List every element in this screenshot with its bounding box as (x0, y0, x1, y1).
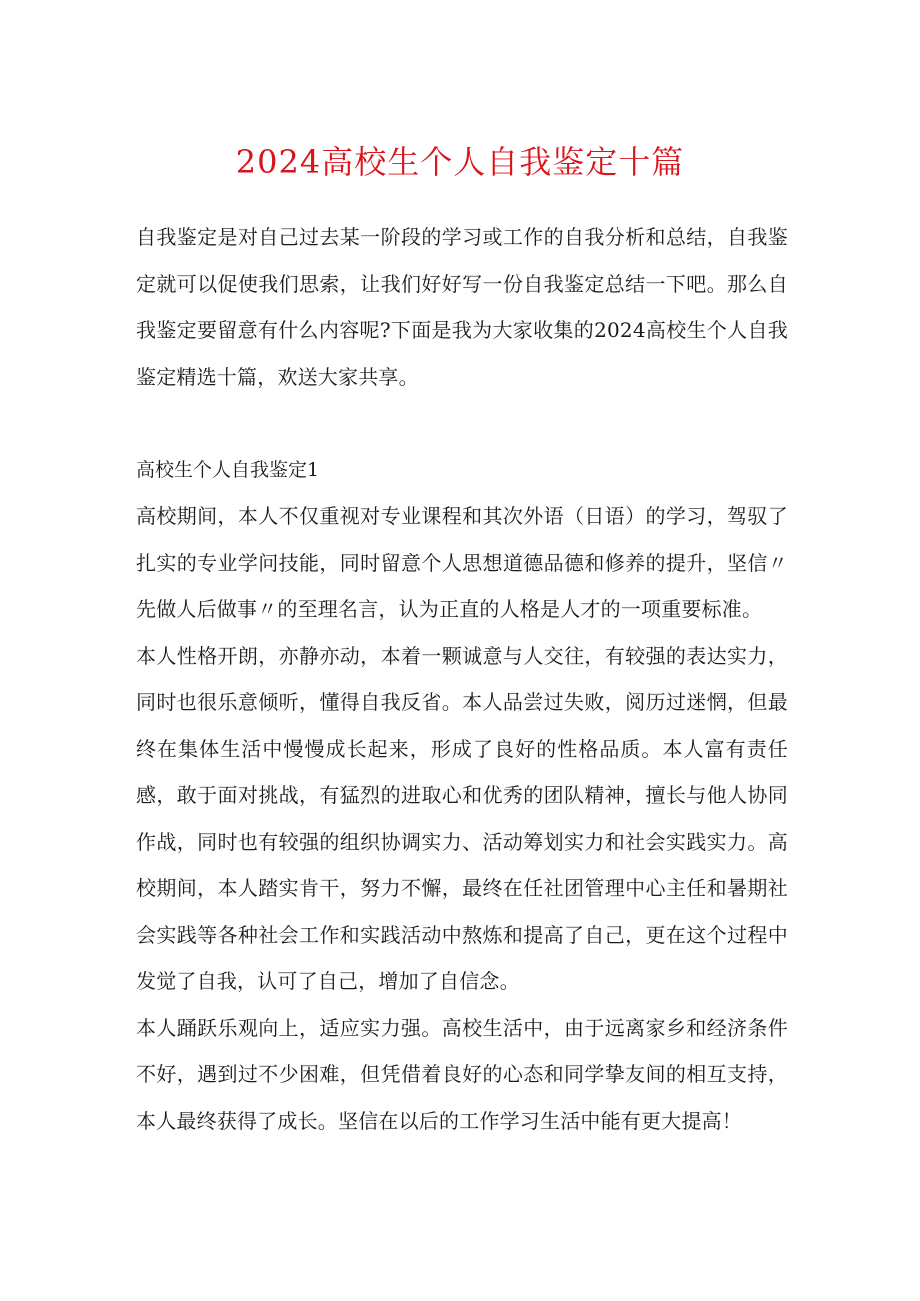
intro-paragraph: 自我鉴定是对自己过去某一阶段的学习或工作的自我分析和总结，自我鉴定就可以促使我们思索，让我们好好写一份自我鉴定总结一下吧。那么自我鉴定要留意有什么内容呢?下面是我为大家收集的2024高校生个人自我鉴定精选十篇，欢送大家共享。 (136, 225, 788, 389)
document-body (136, 214, 788, 1144)
body-paragraph-2: 本人性格开朗，亦静亦动，本着一颗诚意与人交往，有较强的表达实力，同时也很乐意倾听，懂得自我反省。本人品尝过失败，阅历过迷惘，但最终在集体生活中慢慢成长起来，形成了良好的性格品质。本人富有责任感，敢于面对挑战，有猛烈的进取心和优秀的团队精神，擅长与他人协同作战，同时也有较强的组织协调实力、活动筹划实力和社会实践实力。高校期间，本人踏实肯干，努力不懈，最终在任社团管理中心主任和暑期社会实践等各种社会工作和实践活动中熬炼和提高了自己，更在这个过程中发觉了自我，认可了自己，增加了自信念。 (136, 643, 788, 993)
paragraph-spacer (136, 400, 788, 447)
document-title: 2024高校生个人自我鉴定十篇 (235, 143, 685, 181)
section-heading: 高校生个人自我鉴定1 (136, 459, 320, 481)
body-paragraph-3: 本人踊跃乐观向上，适应实力强。高校生活中，由于远离家乡和经济条件不好，遇到过不少困难，但凭借着良好的心态和同学挚友间的相互支持，本人最终获得了成长。坚信在以后的工作学习生活中能有更大提高！ (136, 1015, 788, 1133)
body-paragraph-1: 高校期间，本人不仅重视对专业课程和其次外语（日语）的学习，驾驭了扎实的专业学问技能，同时留意个人思想道德品德和修养的提升，坚信〃先做人后做事〃的至理名言，认为正直的人格是人才的一项重要标准。 (136, 504, 788, 621)
